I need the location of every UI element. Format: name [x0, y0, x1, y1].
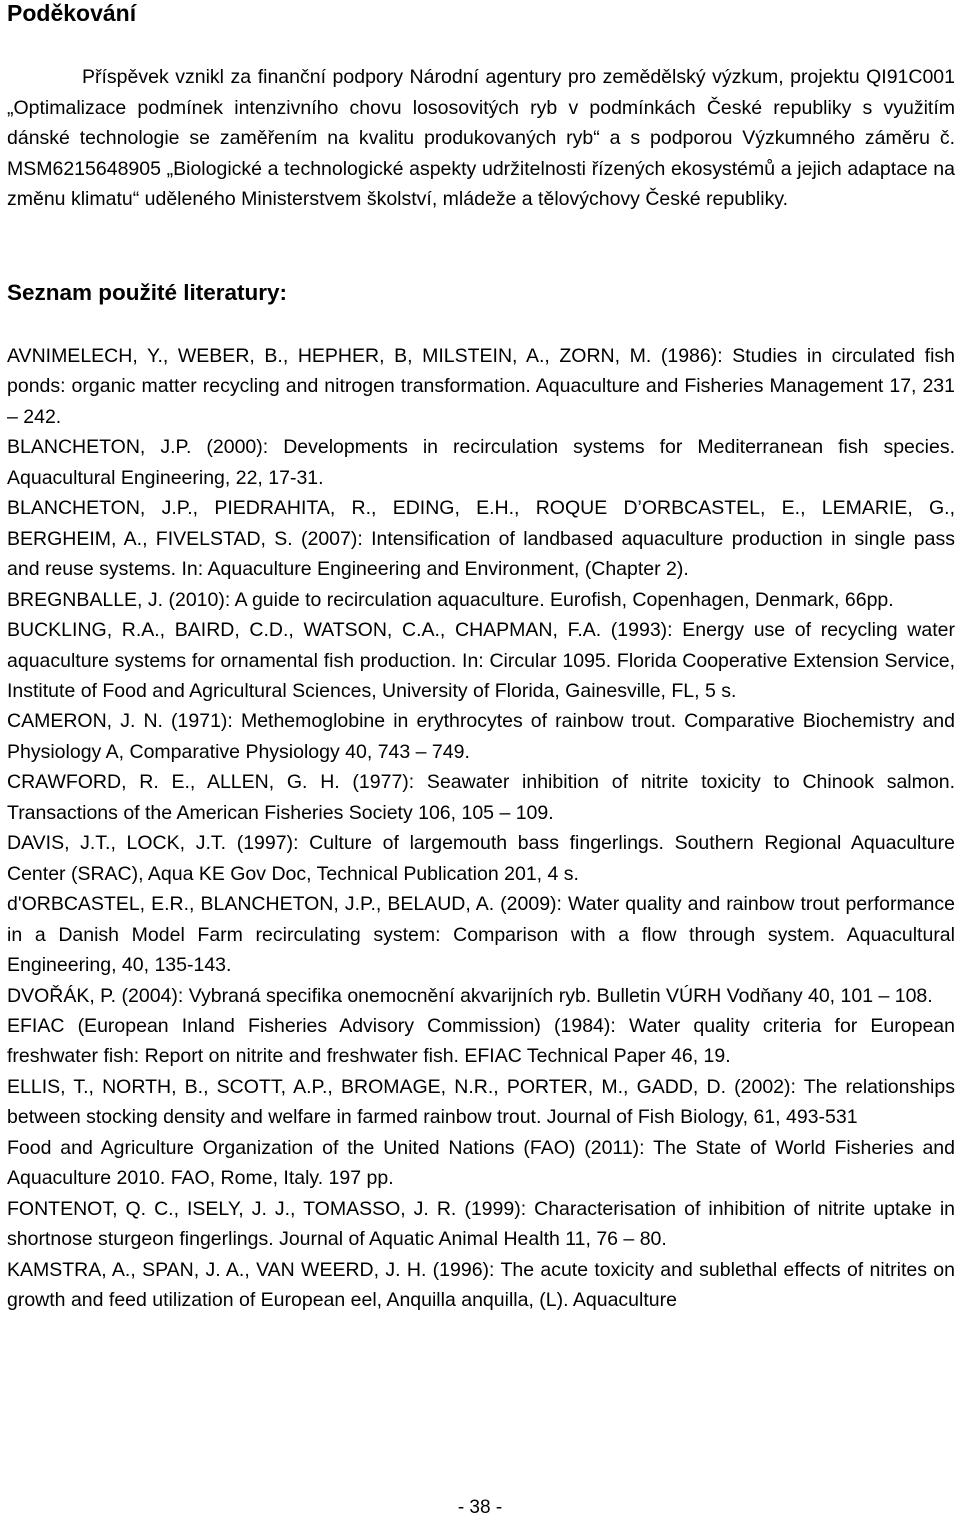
reference-item: d'ORBCASTEL, E.R., BLANCHETON, J.P., BELAUD, A. (2009): Water quality and rainbow trout performance in a Danish Model Farm recirculating system: Comparison with a flow through system. Aquacultural Engineering, 40, 135-143. — [7, 893, 955, 977]
reference-item: CAMERON, J. N. (1971): Methemoglobine in erythrocytes of rainbow trout. Comparative Biochemistry and Physiology A, Comparative Physiology 40, 743 – 749. — [7, 710, 955, 763]
reference-item: DVOŘÁK, P. (2004): Vybraná specifika onemocnění akvarijních ryb. Bulletin VÚRH Vodňany 40, 101 – 108. — [7, 984, 933, 1007]
references-heading: Seznam použité literatury: — [7, 280, 288, 305]
reference-item: AVNIMELECH, Y., WEBER, B., HEPHER, B, MILSTEIN, A., ZORN, M. (1986): Studies in circulated fish ponds: organic matter recycling and nitrogen transformation. Aquaculture and Fisheries Management 17, 231 – 242. — [7, 345, 955, 428]
reference-item: ELLIS, T., NORTH, B., SCOTT, A.P., BROMAGE, N.R., PORTER, M., GADD, D. (2002): The relationships between stocking density and welfare in farmed rainbow trout. Journal of Fish Biology, 61, 493-531 — [7, 1075, 955, 1129]
acknowledgement-paragraph: Příspěvek vznikl za finanční podpory Národní agentury pro zemědělský výzkum, projektu QI91C001 „Optimalizace podmínek intenzivního chovu lososovitých ryb v podmínkách České republiky s využitím dánské technologie se zaměřením na kvalitu produkovaných ryb“ a s podporou Výzkumného záměru č. MSM6215648905 „Biologické a technologické aspekty udržitelnosti řízených ekosystémů a jejich adaptace na změnu klimatu“ uděleného Ministerstvem školství, mládeže a tělovýchovy České republiky. — [7, 66, 955, 211]
reference-item: DAVIS, J.T., LOCK, J.T. (1997): Culture of largemouth bass fingerlings. Southern Regional Aquaculture Center (SRAC), Aqua KE Gov Doc, Technical Publication 201, 4 s. — [7, 832, 955, 885]
section-heading-acknowledgement: Poděkování — [7, 0, 137, 26]
reference-list — [7, 341, 955, 1316]
reference-item: BUCKLING, R.A., BAIRD, C.D., WATSON, C.A., CHAPMAN, F.A. (1993): Energy use of recycling water aquaculture systems for ornamental fish production. In: Circular 1095. Florida Cooperative Extension Service, Institute of Food and Agricultural Sciences, University of Florida, Gainesville, FL, 5 s. — [7, 619, 955, 702]
page-number: - 38 - — [457, 1497, 503, 1518]
reference-item: EFIAC (European Inland Fisheries Advisory Commission) (1984): Water quality criteria for European freshwater fish: Report on nitrite and freshwater fish. EFIAC Technical Paper 46, 19. — [7, 1014, 955, 1068]
reference-item: KAMSTRA, A., SPAN, J. A., VAN WEERD, J. H. (1996): The acute toxicity and sublethal effects of nitrites on growth and feed utilization of European eel, Anquilla anquilla, (L). Aquaculture — [7, 1258, 955, 1312]
reference-item: CRAWFORD, R. E., ALLEN, G. H. (1977): Seawater inhibition of nitrite toxicity to Chinook salmon. Transactions of the American Fisheries Society 106, 105 – 109. — [7, 771, 955, 824]
reference-item: BLANCHETON, J.P. (2000): Developments in recirculation systems for Mediterranean fish species. Aquacultural Engineering, 22, 17-31. — [7, 436, 955, 489]
reference-item: FONTENOT, Q. C., ISELY, J. J., TOMASSO, J. R. (1999): Characterisation of inhibition of nitrite uptake in shortnose sturgeon fingerlings. Journal of Aquatic Animal Health 11, 76 – 80. — [7, 1197, 955, 1251]
reference-item: BREGNBALLE, J. (2010): A guide to recirculation aquaculture. Eurofish, Copenhagen, Denmark, 66pp. — [7, 588, 894, 611]
reference-item: BLANCHETON, J.P., PIEDRAHITA, R., EDING, E.H., ROQUE D’ORBCASTEL, E., LEMARIE, G., BERGHEIM, A., FIVELSTAD, S. (2007): Intensification of landbased aquaculture production in single pass and reuse systems. In: Aquaculture Engineering and Environment, (Chapter 2). — [7, 497, 955, 581]
reference-item: Food and Agriculture Organization of the United Nations (FAO) (2011): The State of World Fisheries and Aquaculture 2010. FAO, Rome, Italy. 197 pp. — [7, 1136, 955, 1190]
